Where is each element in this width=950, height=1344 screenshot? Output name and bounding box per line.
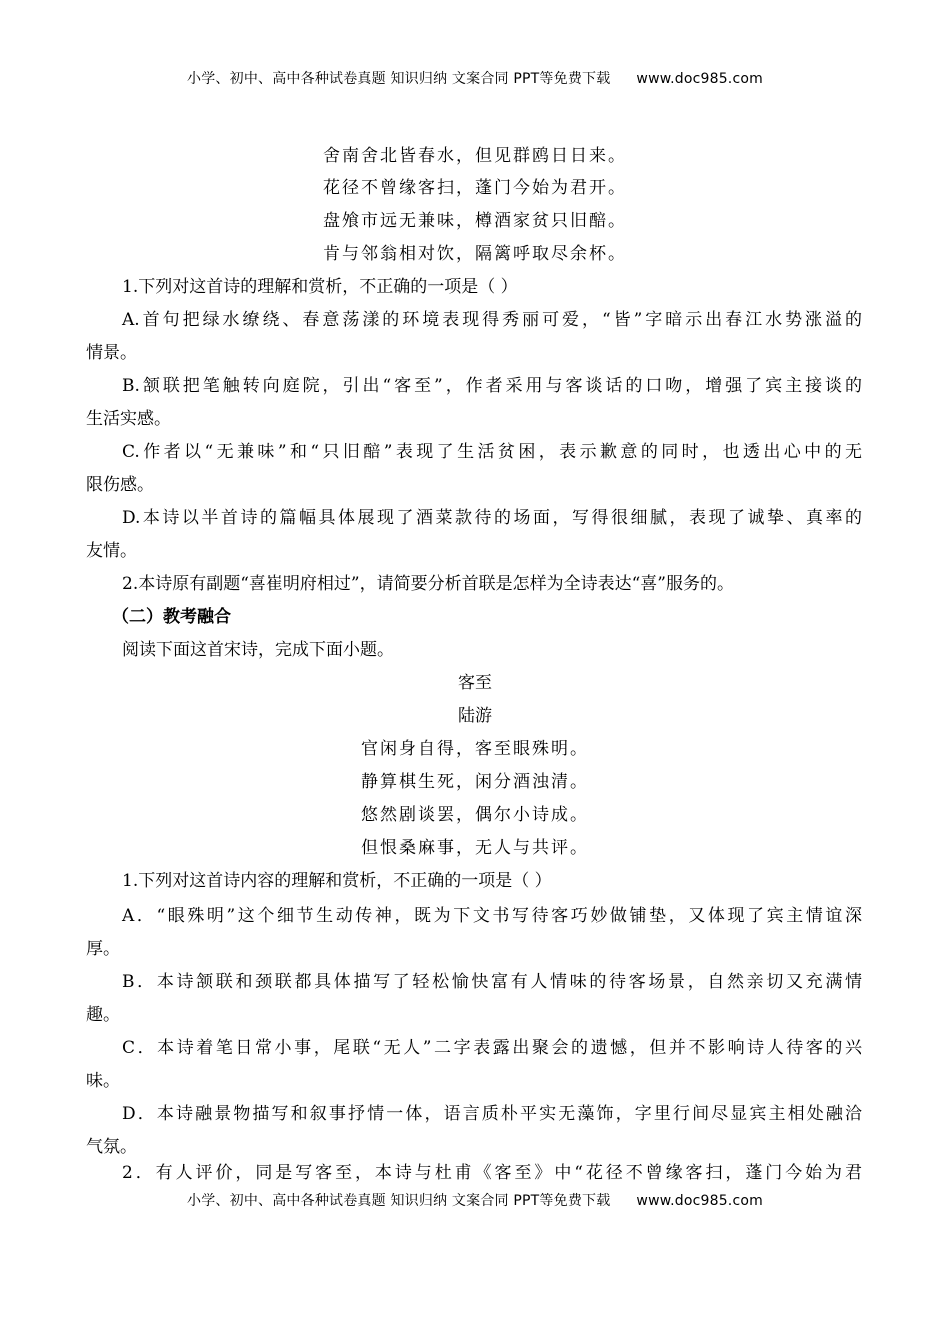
section-heading: （二）教考融合 [112, 607, 231, 627]
q3-stem: 1.下列对这首诗内容的理解和赏析，不正确的一项是（ ） [122, 871, 552, 891]
q1-option-d: D.本诗以半首诗的篇幅具体展现了酒菜款待的场面，写得很细腻，表现了诚挚、真率的 [122, 508, 862, 528]
page-header [0, 68, 950, 88]
page-footer [0, 1190, 950, 1210]
q1-option-c: C.作者以“无兼味”和“只旧醅”表现了生活贫困，表示歉意的同时，也透出心中的无 [122, 442, 862, 462]
poem1-line-2: 花径不曾缘客扫，蓬门今始为君开。 [323, 178, 627, 198]
header-text: 小学、初中、高中各种试卷真题 知识归纳 文案合同 PPT等免费下载 [187, 71, 611, 87]
q3-option-d-cont: 气氛。 [86, 1137, 137, 1157]
poem2-title: 客至 [458, 673, 492, 693]
q1-stem: 1.下列对这首诗的理解和赏析，不正确的一项是（ ） [122, 277, 518, 297]
q3-option-b-cont: 趣。 [86, 1005, 120, 1025]
q3-option-a-cont: 厚。 [86, 939, 120, 959]
footer-site-link[interactable]: www.doc985.com [636, 1193, 763, 1209]
q3-option-d: D．本诗融景物描写和叙事抒情一体，语言质朴平实无藻饰，字里行间尽显宾主相处融洽 [122, 1104, 862, 1124]
q3-option-a: A．“眼殊明”这个细节生动传神，既为下文书写待客巧妙做铺垫，又体现了宾主情谊深 [122, 906, 862, 926]
q1-option-b-cont: 生活实感。 [86, 409, 171, 429]
poem2-line-2: 静算棋生死，闲分酒浊清。 [361, 772, 589, 792]
poem1-line-3: 盘飧市远无兼味，樽酒家贫只旧醅。 [323, 211, 627, 231]
poem2-line-4: 但恨桑麻事，无人与共评。 [361, 838, 589, 858]
poem2-line-1: 官闲身自得，客至眼殊明。 [361, 739, 589, 759]
q3-option-c: C．本诗着笔日常小事，尾联“无人”二字表露出聚会的遗憾，但并不影响诗人待客的兴 [122, 1038, 862, 1058]
reading-intro: 阅读下面这首宋诗，完成下面小题。 [122, 640, 394, 660]
header-site-link[interactable]: www.doc985.com [636, 71, 763, 87]
poem1-line-1: 舍南舍北皆春水，但见群鸥日日来。 [323, 146, 627, 166]
q1-option-a-cont: 情景。 [86, 343, 137, 363]
poem2-author: 陆游 [458, 706, 492, 726]
poem1-line-4: 肯与邻翁相对饮，隔篱呼取尽余杯。 [323, 244, 627, 264]
q1-option-c-cont: 限伤感。 [86, 475, 154, 495]
footer-text: 小学、初中、高中各种试卷真题 知识归纳 文案合同 PPT等免费下载 [187, 1193, 611, 1209]
q1-option-d-cont: 友情。 [86, 541, 137, 561]
q3-option-c-cont: 味。 [86, 1071, 120, 1091]
q1-option-b: B.颔联把笔触转向庭院，引出“客至”，作者采用与客谈话的口吻，增强了宾主接谈的 [122, 376, 862, 396]
poem2-line-3: 悠然剧谈罢，偶尔小诗成。 [361, 805, 589, 825]
q1-option-a: A.首句把绿水缭绕、春意荡漾的环境表现得秀丽可爱，“皆”字暗示出春江水势涨溢的 [122, 310, 862, 330]
q2-stem: 2.本诗原有副题“喜崔明府相过”，请简要分析首联是怎样为全诗表达“喜”服务的。 [122, 574, 734, 594]
q4-stem: 2．有人评价，同是写客至，本诗与杜甫《客至》中“花径不曾缘客扫，蓬门今始为君 [122, 1163, 862, 1183]
q3-option-b: B．本诗颔联和颈联都具体描写了轻松愉快富有人情味的待客场景，自然亲切又充满情 [122, 972, 862, 992]
